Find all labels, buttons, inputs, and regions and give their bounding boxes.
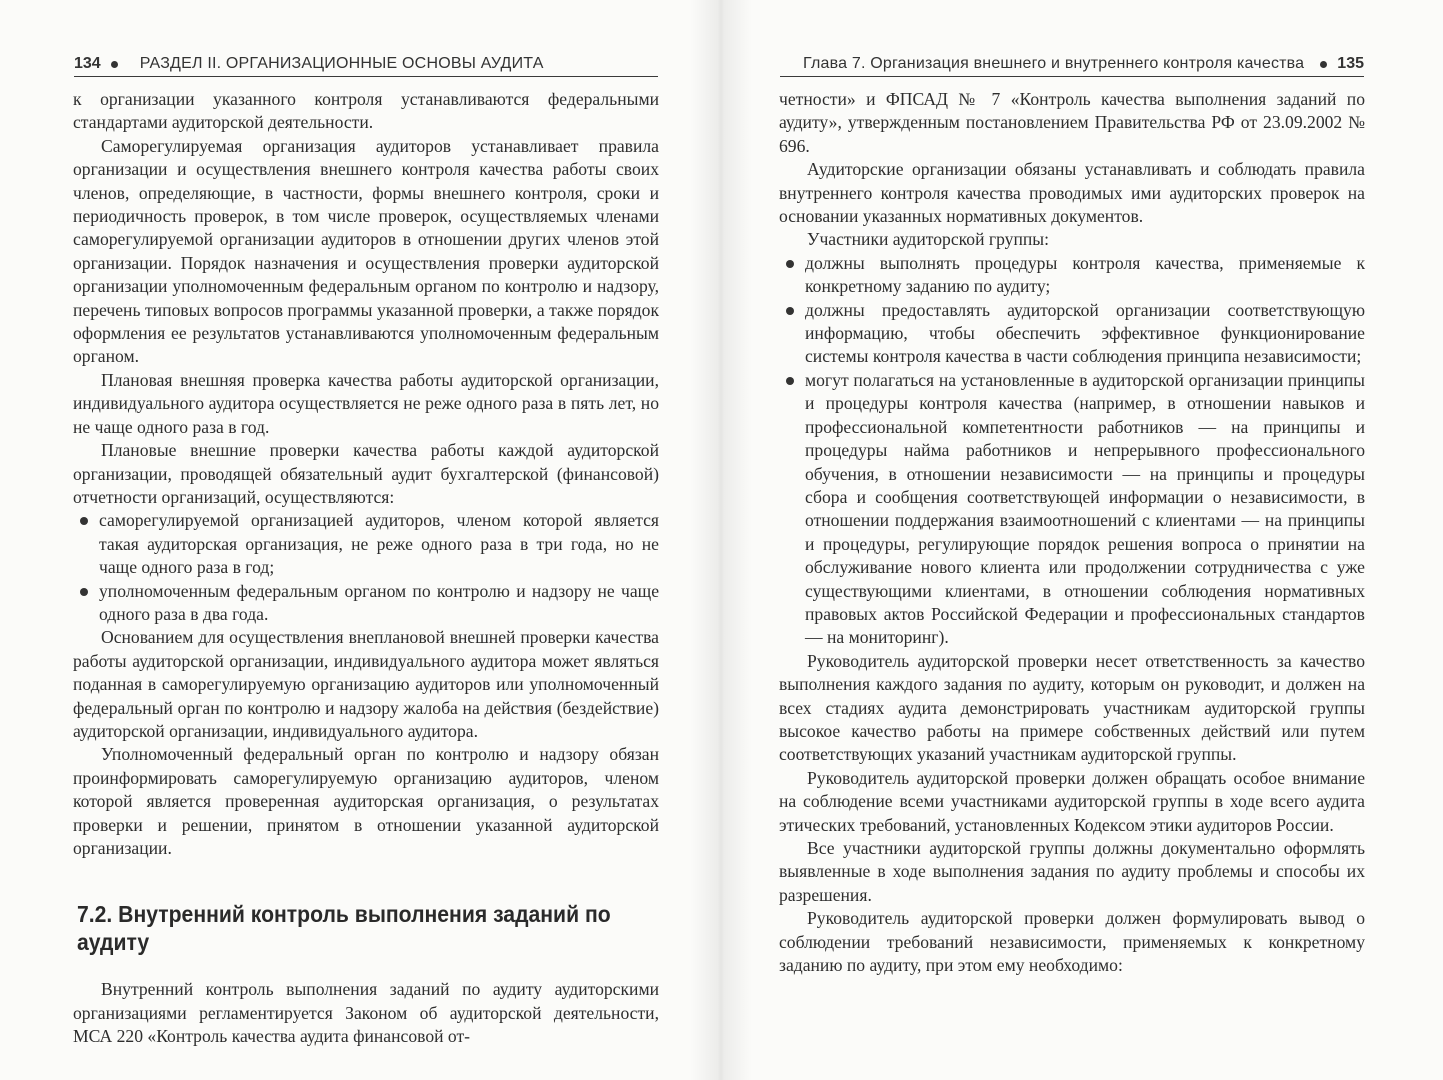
paragraph: Все участники аудиторской группы должны документально оформлять выявленные в ходе выполнения задания по аудиту проблемы и способы их разрешения. <box>779 838 1365 905</box>
bullet-dot-icon <box>1320 61 1327 68</box>
bullet-icon <box>786 260 794 268</box>
right-running-head <box>780 52 1364 77</box>
bullet-icon <box>80 517 88 525</box>
paragraph: Руководитель аудиторской проверки должен обращать особое внимание на соблюдение всеми участниками аудиторской группы в ходе всего аудита этических требований, установленных Кодексом этики аудиторов России. <box>779 767 1365 835</box>
paragraph: Аудиторские организации обязаны устанавливать и соблюдать правила внутреннего контроля качества проводимых ими аудиторских проверок на основании указанных нормативных документов. <box>779 159 1365 227</box>
paragraph: Руководитель аудиторской проверки несет ответственность за качество выполнения каждого задания по аудиту, которым он руководит, и должен на всех стадиях аудита демонстрировать участникам аудиторской группы высокое качество работы на примере собственных действий или путем соответствующих указаний участникам аудиторской группы. <box>779 650 1365 765</box>
bullet-icon <box>80 588 88 596</box>
paragraph: Уполномоченный федеральный орган по контролю и надзору обязан проинформировать саморегулируемую организацию аудиторов, членом которой является проверенная аудиторская организация, о результатах проверки и решении, принятом в отношении указанной аудиторской организации. <box>73 744 659 858</box>
list-item: должны выполнять процедуры контроля качества, применяемые к конкретному заданию по аудиту; <box>779 252 1365 299</box>
list-item: саморегулируемой организацией аудиторов, членом которой является такая аудиторская организация, не реже одного раза в три года, но не чаще одного раза в год; <box>73 509 659 579</box>
section-title: РАЗДЕЛ II. ОРГАНИЗАЦИОННЫЕ ОСНОВЫ АУДИТА <box>139 55 544 72</box>
bullet-icon <box>786 377 794 385</box>
paragraph: Саморегулируемая организация аудиторов устанавливает правила организации и осуществления внешнего контроля качества работы своих членов, определяющие, в частности, формы внешнего контроля, сроки и периодичность проверок, в том числе проверок, осуществляемых членами саморегулируемой организации аудиторов в отношении других членов этой организации. Порядок назначения и осуществления проверки аудиторской организации уполномоченным федеральным органом по контролю и надзору, перечень типовых вопросов программы указанной проверки, а также порядок оформления ее результатов устанавливаются уполномоченным федеральным органом. <box>73 135 659 367</box>
bullet-list <box>779 252 1365 650</box>
list-item: должны предоставлять аудиторской организации соответствующую информацию, чтобы обеспечить эффективное функционирование системы контроля качества в части соблюдения принципа независимости; <box>779 299 1365 369</box>
paragraph: Плановая внешняя проверка качества работы аудиторской организации, индивидуального аудитора осуществляется не реже одного раза в пять лет, но не чаще одного раза в год. <box>73 369 659 437</box>
left-page <box>0 0 720 1080</box>
list-item: могут полагаться на установленные в аудиторской организации принципы и процедуры контроля качества (например, в отношении навыков и профессиональной компетентности работников — на принципы и процедуры найма работников и непрерывного профессионального обучения, в отношении независимости — на принципы и процедуры сбора и сообщения соответствующей информации о независимости, в отношении поддержания взаимоотношений с клиентами — на принципы и процедуры, регулирующие порядок решения вопроса о принятии на обслуживание нового клиента или продолжении сотрудничества с уже существующими клиентами, в отношении соблюдения нормативных правовых актов Российской Федерации и профессиональных стандартов — на мониторинг). <box>779 369 1365 650</box>
right-page-text <box>779 88 1365 977</box>
paragraph: Внутренний контроль выполнения заданий по аудиту аудиторскими организациями регламентируется Законом об аудиторской деятельности, МСА 220 «Контроль качества аудита финансовой от- <box>73 979 659 1047</box>
paragraph: четности» и ФПСАД № 7 «Контроль качества выполнения заданий по аудиту», утвержденным постановлением Правительства РФ от 23.09.2002 № 696. <box>779 89 1365 156</box>
page-number-left: 134 <box>74 55 101 72</box>
chapter-title: Глава 7. Организация внешнего и внутреннего контроля качества <box>803 55 1305 72</box>
bullet-list <box>73 509 659 626</box>
paragraph: Основанием для осуществления внеплановой внешней проверки качества работы аудиторской организации, индивидуального аудитора может являться поданная в саморегулируемую организацию аудиторов или уполномоченный федеральный орган по контролю и надзору жалоба на действия (бездействие) аудиторской организации, индивидуального аудитора. <box>73 627 659 741</box>
bullet-icon <box>786 307 794 315</box>
section-heading: 7.2. Внутренний контроль выполнения заданий по аудиту <box>77 901 611 956</box>
list-item: уполномоченным федеральным органом по контролю и надзору не чаще одного раза в два года. <box>73 580 659 627</box>
right-page <box>720 0 1443 1080</box>
paragraph: Участники аудиторской группы: <box>807 229 1050 250</box>
paragraph: Плановые внешние проверки качества работы каждой аудиторской организации, проводящей обязательный аудит бухгалтерской (финансовой) отчетности организаций, осуществляются: <box>73 440 659 507</box>
paragraph: к организации указанного контроля устанавливаются федеральными стандартами аудиторской деятельности. <box>73 89 659 133</box>
bullet-dot-icon <box>111 61 118 68</box>
page-number-right: 135 <box>1337 55 1364 72</box>
left-page-text <box>73 88 659 1049</box>
paragraph: Руководитель аудиторской проверки должен формулировать вывод о соблюдении требований независимости, применяемых к конкретному заданию по аудиту, при этом ему необходимо: <box>779 908 1365 976</box>
left-running-head <box>74 52 658 77</box>
